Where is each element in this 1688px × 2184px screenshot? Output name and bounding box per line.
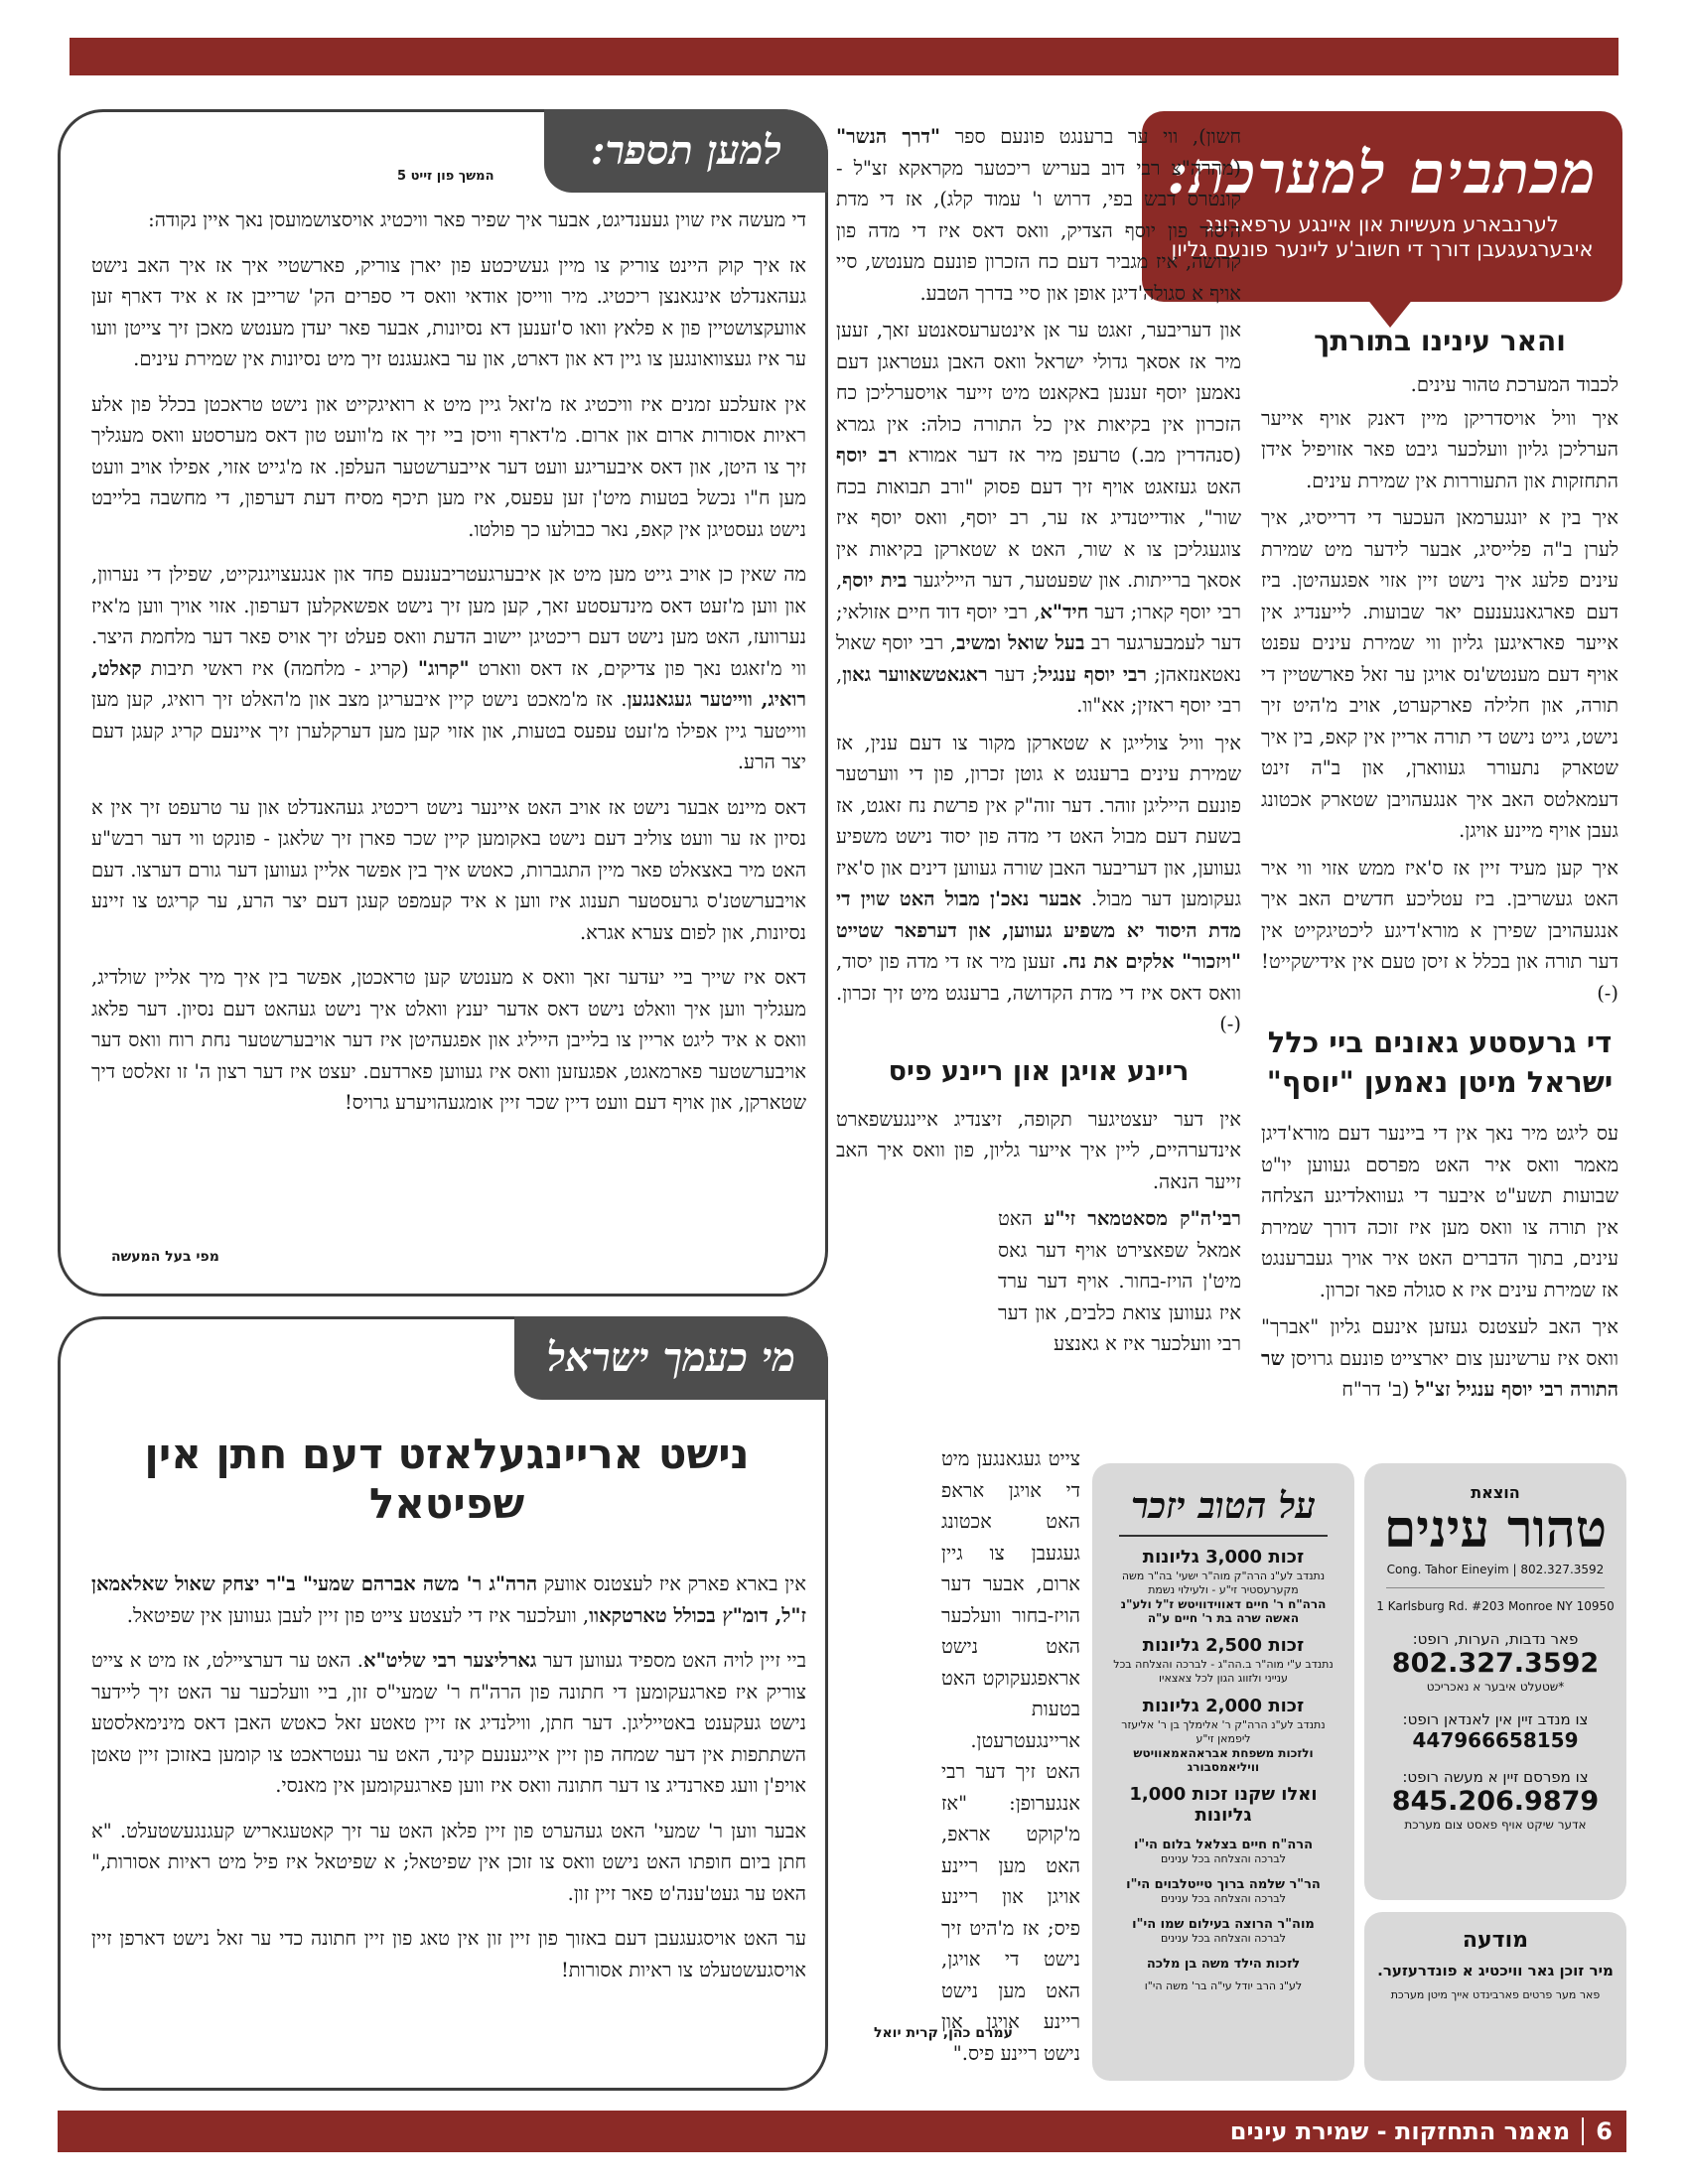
story-label: צו מפרסם זיין א מעשה רופט: [1402,1768,1589,1786]
publisher-box [1364,1463,1626,1900]
story-signature: מפי בעל המעשה [111,1249,219,1265]
text-run: האט געזאגט אויף זיך דעם פסוק "ורב תבואות בכח שור", אודייטנדיג אז ער, רב יוסף, וואס יוסף איז צוגעגליכן צו א שור, האט א שטארקן בקיאות אין אסאך ברייתות. און שפעטער, דער הייליגער [836,475,1241,592]
story-box-tab: למען תספר: [544,109,828,193]
letter-paragraph [998,1203,1241,1360]
letter-paragraph: צייט געגאנגען מיט די אויגן אראפ האט אכטונג געגעבן צו גיין ארום, אבער דער הויז-בחור וועלכער האט נישט אראפגעקוקט האט בטעות אריינגעטרעטן. האט זיך דער רבי אנגערופן: "אז מ'קוקט אראפ, האט מען ריינע אויגן און ריינע פיס; אז מ'היט זיך נישט די אויגן, האט מען נישט ריינע אויגן און נישט ריינע פיס." [941,1447,1080,2065]
bold-run: ראגאטשאווער גאון [842,662,988,686]
dedication-text: נתנדב ע"י מוה"ר ב.הה"ג - לברכה והצלחה בכל ענייני ולזווג הגון לכל צאצאיו [1113,1658,1334,1685]
publisher-label: הוצאת [1471,1483,1520,1502]
dedication-text: ולזכות משפחת אבראהאמאוויטש וויליאמסבורג [1133,1746,1314,1774]
letter-heading-2: די גרעסטע גאונים ביי כלל ישראל מיטן נאמען "יוסף" [1266,1025,1614,1099]
story-note: אדער שיקט אויף פאסט צום מערכת [1404,1818,1587,1832]
text-run: , רבי יוסף קארו; דער [836,569,1241,623]
dedication-text: נתנדב לע"נ הרה"ק מוה"ר ישעי' בה"ר משה מקערעסטיר זי"ע - ולעילוי נשמת [1121,1570,1326,1596]
donations-phone[interactable]: 802.327.3592 [1391,1648,1600,1679]
letter-paragraph: איך וויל אויסדריקן מיין דאנק אויף אייער הערליכן גליון וועלכער גיבט פאר אזויפיל אידן התחזקות און התעוררות אין שמירת עינים. [1261,406,1618,492]
bold-run: רבי'ה"ק מסאטמאר זי"ע [1044,1207,1241,1230]
notice-title: מודעה [1462,1928,1529,1953]
letter-signature: עמרם כהן, קרית יואל [874,2025,1013,2041]
bold-run: "דרך הנשר" [836,125,941,148]
dedications-title: על הטוב יזכר [1130,1485,1317,1527]
divider [1119,1535,1328,1537]
donor-name: הר"ר שלמה ברוך טייטלבוים הי"ו [1126,1877,1321,1892]
dedication-tier: זכות 3,000 גליונות [1142,1547,1305,1568]
bold-run: רבי יוסף ענגיל [1038,662,1147,686]
london-label: צו מנדב זיין אין לאנדאן רופט: [1402,1710,1589,1728]
bold-run: גארליצער רבי שליט"א [363,1649,537,1672]
text-run: מה שאין כן אויב גייט מען מיט אן איבערגעטריבענעם פחד און אנגעצויגנקייט, שפילן די נערוון, און ווען מ'זעט דאס מינדעסטע זאך, קען מען זיך נישט אפשאקלען דערפון. אזוי אויך ווען מ'איז נערוועז, האט מען נישט דעם ריכטיגן יישוב הדעת וואס פעלט זיך אויס פאר דער מלחמת היצר. ווי מ'זאגט נאך פון צדיקים, אז דאס ווארט [91,563,806,680]
bold-run: רב יוסף [836,444,898,467]
text-run: זעען מיר אז די מדה פון יסוד, וואס דאס איז די מדת הקדושה, ברענגט מיט זיך זכרון. (-) [836,950,1241,1035]
donor-note: לע"נ הרב יודל עי"ה בר' משה הי"ו [1144,1979,1303,1992]
text-run: (מהרה"צ רבי דוב בעריש ריכטער מקראקא זצ"ל - קונטרס דבש בפי, דרוש ו' עמוד קלג), אז די מדת היסוד פון יוסף הצדיק, וואס דאס איז די מדה פון קדושה, איז מגביר דעם כח הזכרון פונעם מענטש, סיי אויף א סגולה'דיגן אופן און סיי בדרך הטבע. [836,156,1241,305]
story-paragraph [91,559,806,778]
text-run: (קריג - מלחמה) איז ראשי תיבות [141,656,418,680]
text-run: חשון), ווי ער ברענגט פונעם ספר [940,125,1241,148]
story-paragraph: דאס מיינט אבער נישט אז אויב האט איינער נישט ריכטיג געהאנדלט און ער טרעפט זיך אין א נסיון אז ער וועט צוליב דעם נישט באקומען קיין שכר פארן זיך שלאגן - פונקט ווי דער רבש"ע האט מיר באצאלט פאר מיין התגברות, כאטש איך בין אפשר אליין געווען דער גורם דערצו. דעם אויבערשטנ'ס גרעסטער תענוג איז ווען א איד קעמפט קעגן דעם יצר הרע, ער קריגט צו זיינע נסיונות, און לפום צערא אגרא. [91,795,806,944]
text-run: אין בארא פארק איז לעצטנס אוועק [537,1572,806,1595]
donations-label: פאר נדבות, הערות, רופט: [1412,1630,1579,1648]
text-run: (ב' דר"ח [1341,1378,1416,1401]
feature-paragraph [91,1645,806,1802]
text-run: ; דער [987,662,1039,686]
letter-paragraph: איך קען מעיד זיין אז ס'איז ממש אזוי ווי איר האט געשריבן. ביז עטליכע חדשים האב איך אנגעהויבן שפירן א מורא'דיגע ליכטיגקייט אין דער תורה און בכלל א זיסן טעם אין אידישקייט! (-) [1261,856,1618,1005]
feature-paragraph: אבער ווען ר' שמעי' האט געהערט פון זיין פלאן האט ער זיך קאטעגאריש קעגנגעשטעלט. "א חתן ביום חופתו האט נישט וואס צו זוכן אין שפיטאל; א שפיטאל איז פיל מיט ראיות אסורות," האט ער געט'ענה'ט פאר זיין זון. [91,1819,806,1905]
donations-note: *שטעלט איבער א נאכריכט [1426,1680,1565,1694]
page-number: 6 [1582,2117,1613,2145]
publisher-address: 1 Karlsburg Rd. #203 Monroe NY 10950 [1376,1599,1615,1613]
publisher-name: טהור עינים [1383,1499,1608,1560]
donor-note: לברכה והצלחה בכל ענינים [1161,1892,1286,1905]
letter-paragraph: איך בין א יונגערמאן העכער די דרייסיג, איך לערן ב"ה פלייסיג, אבער לידער מיט שמירת עינים פלעג איך נישט זיין אזוי אפגעהיטן. ביז דעם פארגאנגענעם יאר שבועות. לייענדיג אין אייער פאראיגען גליון ווי שמירת עינים עפנט אויף דעם מענטש'נס אויגן ער זאל פארשטיין די תורה, און חלילה פארקערט, אויב מ'היט זיך נישט, גייט נישט די תורה אריין אין קאפ, בין איך שטארק נתעורר געווארן, און ב"ה זינט דעמאלטס האב איך אנגעהויבן שטארק אכטונג געבן אויף מיינע אויגן. [1261,506,1618,842]
letter-paragraph [836,315,1241,722]
feature-box-tab: מי כעמך ישראל [514,1316,828,1400]
top-bar [70,38,1618,75]
text-run: איך וויל צולייגן א שטארקן מקור צו דעם ענין, אז שמירת עינים ברענגט א גוטן זכרון, פון די ווערטער פונעם הייליגן זוהר. דער זוה"ק אין פרשת נח זאגט, אז בשעת דעם מבול האט די מדה פון יסוד נישט משפיע געווען, און דעריבער האבן שורה געווען דינים און ס'איז געקומען דער מבול. [836,731,1241,910]
bold-run: אבער נאכ'ן מבול האט שוין די מדת היסוד יא משפיע געווען, און דערפאר שטייט "ויזכור" אלקים את נח. [836,887,1241,973]
story-paragraph: דאס איז שייך ביי יעדער זאך וואס א מענטש קען טראכטן, אפשר בין איך מיך אליין שולדיג, מעגליך ווען איך וואלט נישט דאס אדער יענץ וואלט איך נישט געהאט דעם נסיון. דער פלאג וואס א איד ליגט אריין צו בלייבן הייליג און אפגעהיטן איז דער אויבערשטער נחת רוח וואס דער אויבערשטער פארמאגט, אפגעזען וואס איז געווען פארדעם. יעצט איז דער רצון ה' זו זאלסט דיך שטארקן, און אויף דעם וועט דיין שכר זיין אומגעהויערע גרויס! [91,966,806,1114]
letter-paragraph [836,121,1241,309]
dedication-text: נתנדב לע"נ הרה"ק ר' אלימלך בן ר' אליעזר ליפמאן זי"ע [1121,1718,1326,1745]
story-phone[interactable]: 845.206.9879 [1391,1786,1600,1817]
text-run: איך האב לעצטנס געזען אינעם גליון "אברך" וואס איז ערשינען צום יארצייט פונעם גרויסן [1261,1315,1618,1370]
text-run: האט אמאל שפאצירט אויף דער גאס מיט'ן הויז-בחור. אויף דער ערד איז געווען צואת כלבים, און דער רבי וועלכער איז א גאנצע [998,1207,1241,1355]
dedication-tier: ואלו שקנו זכות 1,000 גליונות [1129,1784,1318,1826]
letter-paragraph [1261,1311,1618,1406]
text-run: , רבי יוסף דוד חיים אזולאי; דער לעמבערגער רב [836,600,1241,654]
letter-paragraph [836,728,1241,1040]
bold-run: בעל שואל ומשיב [956,631,1085,654]
london-phone[interactable]: 447966658159 [1412,1728,1579,1752]
letter-paragraph: אין דער יעצטיגער תקופה, זיצנדיג איינגעשפארט אינדערהיים, ליין איך אייער גליון, פון וואס איך האב זייער הנאה. [836,1107,1241,1193]
text-run: . אז מ'מאכט נישט קיין איבעריגן מצב און מ'האלט זיך רואיג, קען מען ווייטער גיין אפילו מ'זעט עפעס בטעות, און אזוי קען מען דערקלערן זיך איינעם קריג קעגן דעם יצר הרע. [91,688,806,773]
text-run: , רבי יוסף שאול נאטאנזאהן; [836,631,1241,686]
bold-run: קאלט, רואיג, ווייטער געגאנגען [91,656,806,711]
donor-note: לברכה והצלחה בכל ענינים [1161,1852,1286,1865]
banner-subtitle: לערנבארע מעשיות און איינגע ערפארונג איבערגעגעבן דורך די חשוב'ע ליינער פונעם גליון [1171,212,1594,261]
story-text [91,205,806,1133]
middle-column [836,121,1241,1374]
text-run: . האט ער דערציילט, אז מיט א צייט צוריק איז פארגעקומען די חתונה פון הרה"ח ר' שמעי"ס זון, ביי וועלכער ער האט זיך ליידער נישט געקענט באטייליגן. דער חתן, ווילנדיג אז זיין טאטע זאל כאטש האבן דאס מינימאלסטע השתתפות אין דער שמחה פון זיין אייגענעם קינד, האט ער געטראכט צו קומען באזוכן זיין טאטן אויפ'ן וועג פארנדיג צו דער חתונה וואס איז ווען פארגעקומען אין מאנסי. [91,1649,806,1797]
notice-subtext: פאר מער פרטים פארבינדט אייך מיטן מערכת [1390,1988,1601,2001]
text-run: ביי זיין לויה האט מספיד געווען דער [536,1649,806,1672]
text-run: , רבי יוסף ראזין; אא"וו. [836,662,1241,717]
footer-bar [58,2111,1626,2152]
feature-paragraph: ער האט אויסגעגעבן דעם באזוך פון זיין זון אין טאג פון זיין חתונה כדי ער זאל נישט דארפן זיין אויסגעשטעלט צו ראיות אסורות! [91,1927,806,1981]
story-paragraph: אין אזעלכע זמנים איז וויכטיג אז מ'זאל גיין מיט א רואיגקייט און נישט טראכטן בכלל פון אלע ראיות אסורות ארום און ארום. מ'דארף וויסן ביי זיך אז מ'וועט טון דאס מערסטע וואס מעגליך זיך צו היטן, און דאס איבעריגע וועט דער אייבערשטער העלפן. אז מ'גייט אזוי, אפילו אויב וועט מען ח"ו נכשל בטעות מיט'ן זען עפעס, איז מען תיכף מסיח דעת דערפון, די מחשבה בלייבט נישט געסטיגן אין קאפ, נאר כבולעו כך פולטו. [91,392,806,541]
continued-note: המשך פון זייט 5 [397,169,494,184]
bold-run: שר התורה רבי יוסף ענגיל זצ"ל [1261,1346,1618,1401]
bold-run: הרה"ג ר' משה אברהם שמעי" ב"ר יצחק שאול שאלאמאן ז"ל, דומ"ץ בכולל טארטקאוו [91,1572,806,1627]
letter-paragraph: עס ליגט מיר נאך אין די ביינער דעם מורא'דיגן מאמר וואס איר האט מפרסם געווען יו"ט שבועות תשע"ט איבער די געוואלדיגע הצלחה אין תורה צו וואס מען איז זוכה דורך שמירת עינים, בתוך הדברים האט איר אויך געברענגט אז שמירת עינים איז א סגולה פאר זכרון. [1261,1122,1618,1301]
donor-note: לברכה והצלחה בכל ענינים [1161,1932,1286,1945]
feature-paragraph [91,1569,806,1631]
feature-headline: נישט אריינגעלאזט דעם חתן אין שפיטאל [144,1430,750,1528]
notice-text: מיר זוכן גאר וויכטיג א פונדרעזער. [1377,1962,1614,1979]
dedication-tier: זכות 2,500 גליונות [1142,1635,1305,1656]
right-column [1261,325,1618,1420]
middle-column-continued [941,1443,1080,2069]
story-paragraph: די מעשה איז שוין געענדיגט, אבער איך שפיר פאר וויכטיג אויסצושמועסן נאך איין נקודה: [148,208,806,231]
dedications-box [1092,1463,1354,2081]
bold-run: חיד"א [1040,600,1089,623]
donor-name: מוה"ר הרוצה בעילום שמו הי"ו [1132,1917,1315,1932]
letter-heading-3: ריינע אויגן און ריינע פיס [888,1055,1190,1087]
notice-box [1364,1912,1626,2081]
feature-text [91,1569,806,1999]
donor-name: הרה"ח חיים בצלאל בלום הי"ו [1133,1838,1314,1852]
banner-title: מכתבים למערכת: [1167,139,1598,206]
story-paragraph: אז איך קוק היינט צוריק צו מיין געשיכטע פון יארן צוריק, פארשטיי איך אז איך האב נישט געהאנדלט אינגאנצן ריכטיג. מיר ווייסן אודאי וואס די ספרים הק' שרייבן אז א איד דארף זען אוועקצושטיין פון א פלאץ וואו ס'זענען דא נסיונות, אבער פאר יעדן מענטש מאכן זיך צייטן וועו ער איז געצוואונגען צו גיין דא און דארט, און ער באגעגנט זיך מיט נסיונות אין שמירת עינים. [91,253,806,370]
footer-title: מאמר התחזקות - שמירת עינים [1229,2117,1571,2145]
donor-name: לזכות הילד משה בן מלכה [1146,1957,1301,1972]
letter-heading-1: והאר עינינו בתורתך [1314,325,1566,357]
bold-run: "קרוג" [417,656,470,680]
bold-run: בית יוסף [842,569,908,592]
text-run: , וועלכער איז די לעצטע צייט פון זיין לעבן געווען אין שפיטאל. [126,1603,590,1627]
text-run: און דעריבער, זאגט ער אן אינטערעסאנטע זאך, זעען מיר אז אסאך גדולי ישראל וואס האבן געטראגן דעם נאמען יוסף זענען באקאנט מיט זייער אויסערליכן כח הזכרון אין בקיאות אין כל התורה כולה: אין גמרא (סנהדרין מב.) טרעפן מיר אז דער אמורא [836,319,1241,467]
divider [1386,1587,1605,1588]
dedication-text: הרה"ח ר' חיים דאווידוויטש ז"ל ולע"נ האשה שרה בת ר' חיים ע"ה [1120,1597,1327,1625]
publisher-org: Cong. Tahor Eineyim | 802.327.3592 [1386,1563,1605,1576]
dedication-tier: זכות 2,000 גליונות [1142,1696,1305,1716]
letter-paragraph: לכבוד המערכת טהור עינים. [1410,373,1618,396]
